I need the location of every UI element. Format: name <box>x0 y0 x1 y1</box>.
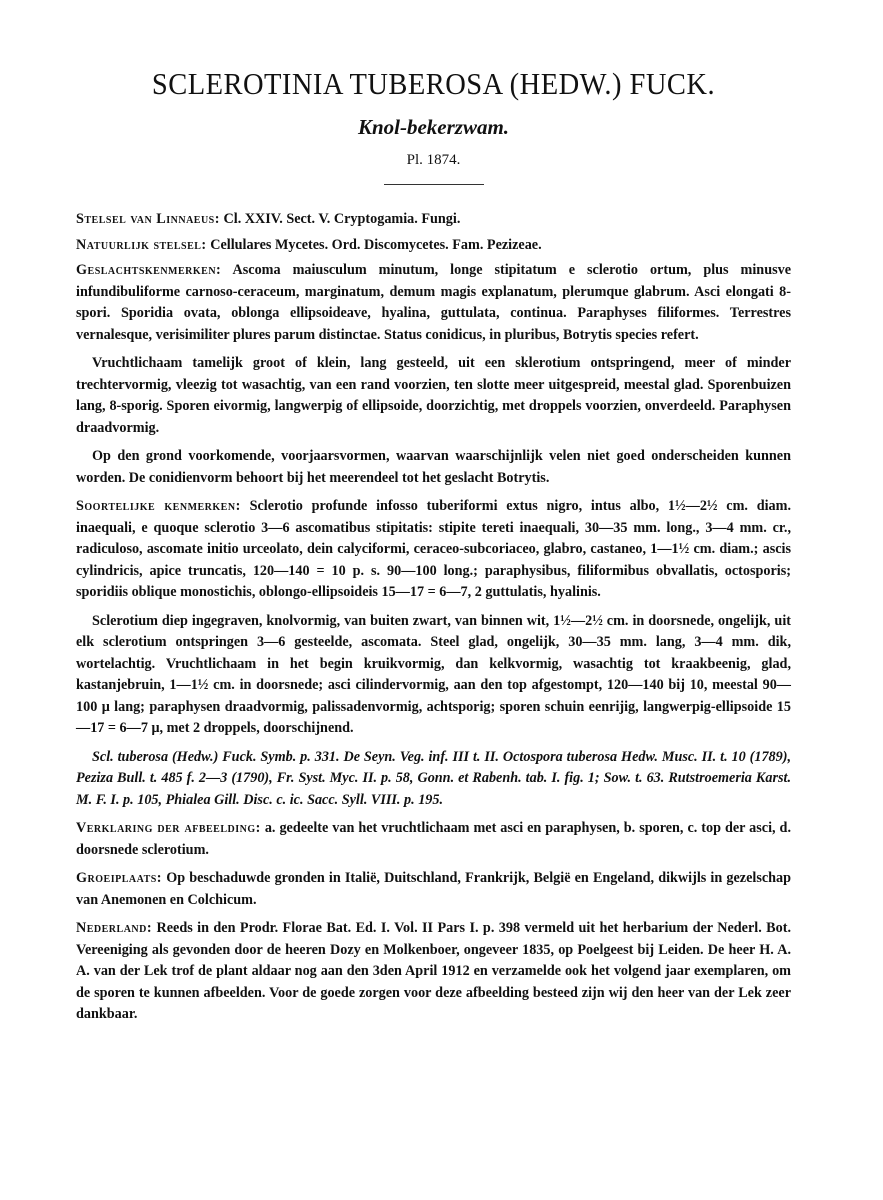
section-text: Reeds in den Prodr. Florae Bat. Ed. I. Vol. II Pars I. p. 398 vermeld uit het herbarium der Nederl. Bot. Vereeniging als gevonden door de heeren Dozy en Molkenboer, ongeveer 1835, op Poelgeest bij Leiden. De heer H. A. A. van der Lek trof de plant aldaar nog aan den 3den April 1912 en verzamelde ook het volgend jaar exemplaren, om de sporen te kunnen afbeelden. Voor de goede zorgen voor deze afbeelding besteed zijn wij den heer van der Lek zeer dankbaar. <box>76 920 792 1022</box>
geslachtskenmerken-paragraph <box>76 260 791 346</box>
stelsel-linnaeus-paragraph <box>76 209 791 231</box>
vruchtlichaam-paragraph: Vruchtlichaam tamelijk groot of klein, lang gesteeld, uit een sklerotium ontspringend, meer of minder trechtervormig, vleezig tot wasachtig, van een rand voorzien, ten slotte meer uitgespreid, meestal glad. Sporenbuizen lang, 8-sporig. Sporen eivormig, langwerpig of ellipsoide, doorzichtig, met droppels voorzien, onverdeeld. Paraphysen draadvormig. <box>76 355 791 436</box>
natuurlijk-stelsel-paragraph <box>76 235 791 257</box>
section-text: Cl. XXIV. Sect. V. Cryptogamia. Fungi. <box>223 211 461 227</box>
soortelijke-kenmerken-paragraph <box>76 496 791 604</box>
section-label: Groeiplaats: <box>76 870 163 886</box>
section-text: a. gedeelte van het vruchtlichaam met asci en paraphysen, b. sporen, c. top der asci, d. doorsnede sclerotium. <box>76 820 791 858</box>
references-paragraph: Scl. tuberosa (Hedw.) Fuck. Symb. p. 331. De Seyn. Veg. inf. III t. II. Octospora tuberosa Hedw. Musc. II. t. 10 (1789), Peziza Bull. t. 485 f. 2—3 (1790), Fr. Syst. Myc. II. p. 58, Gonn. et Rabenh. tab. I. fig. 1; Sow. t. 63. Rutstroemeria Karst. M. F. I. p. 105, Phialea Gill. Disc. c. ic. Sacc. Syll. VIII. p. 195. <box>76 748 791 808</box>
section-text: Ascoma maiusculum minutum, longe stipitatum e sclerotio ortum, plus minusve infundibuliforme carnoso-ceraceum, marginatum, demum magis explanatum, plerumque glabrum. Asci elongati 8-spori. Sporidia ovata, oblonga ellipsoideave, hyalina, guttulata, continua. Paraphyses filiformes. Terrestres vernalesque, verisimiliter plures parum distinctae. Status conidicus, in pluribus, Botrytis species refert. <box>76 262 792 343</box>
section-label: Verklaring der afbeelding: <box>76 820 261 836</box>
section-label: Geslachtskenmerken: <box>76 262 222 278</box>
section-label: Nederland: <box>76 920 153 936</box>
sclerotium-paragraph: Sclerotium diep ingegraven, knolvormig, van buiten zwart, van binnen wit, 1½—2½ cm. in doorsnede, ongelijk, uit elk sclerotium ontspringen 3—6 gesteelde, ascomata. Steel glad, ongelijk, 30—35 mm. lang, 3—4 mm. dik, wortelachtig. Vruchtlichaam in het begin kruikvormig, dan kelkvormig, wasachtig tot kraakbeenig, glad, kastanjebruin, 1—1½ cm. in doorsnede; asci cilindervormig, aan den top afgestompt, 120—140 bij 10, meestal 90—100 μ lang; paraphysen draadvormig, palissadenvormig, achtsporig; sporen schuin eenrijig, langwerpig-ellipsoide 15—17 = 6—7 μ, met 2 droppels, doorschijnend. <box>76 612 791 736</box>
page-title: SCLEROTINIA TUBEROSA (HEDW.) FUCK. <box>151 66 716 101</box>
section-text: Op beschaduwde gronden in Italië, Duitschland, Frankrijk, België en Engeland, dikwijls in gezelschap van Anemonen en Colchicum. <box>76 870 792 908</box>
section-text: Cellulares Mycetes. Ord. Discomycetes. Fam. Pezizeae. <box>210 236 542 253</box>
plate-number: Pl. 1874. <box>406 152 461 168</box>
section-label: Soortelijke kenmerken: <box>76 498 241 514</box>
nederland-paragraph <box>76 918 791 1026</box>
section-label: Natuurlijk stelsel: <box>76 236 207 253</box>
groeiplaats-paragraph <box>76 868 791 911</box>
page-subtitle: Knol-bekerzwam. <box>357 115 510 139</box>
title-divider <box>384 184 484 185</box>
section-label: Stelsel van Linnaeus: <box>76 211 220 227</box>
grond-paragraph: Op den grond voorkomende, voorjaarsvormen, waarvan waarschijnlijk velen niet goed onderscheiden kunnen worden. De conidienvorm behoort bij het meerendeel tot het geslacht Botrytis. <box>76 448 791 486</box>
section-text: Sclerotio profunde infosso tuberiformi extus nigro, intus albo, 1½—2½ cm. diam. inaequali, e quoque sclerotio 3—6 ascomatibus stipitatis: stipite tereti inaequali, 30—35 mm. long., 3—4 mm. cr., radiculoso, ascomate initio urceolato, dein calyciformi, ceraceo-subcoriaceo, glabro, castaneo, 1—1½ cm. diam.; ascis cylindricis, apice truncatis, 120—140 = 10 p. s. 90—100 long.; paraphysibus, filiformibus obvallatis, octosporis; sporidiis oblique monostichis, oblongo-ellipsoideis 15—17 = 6—7, 2 guttulatis, hyalinis. <box>76 498 792 600</box>
verklaring-paragraph <box>76 818 791 861</box>
